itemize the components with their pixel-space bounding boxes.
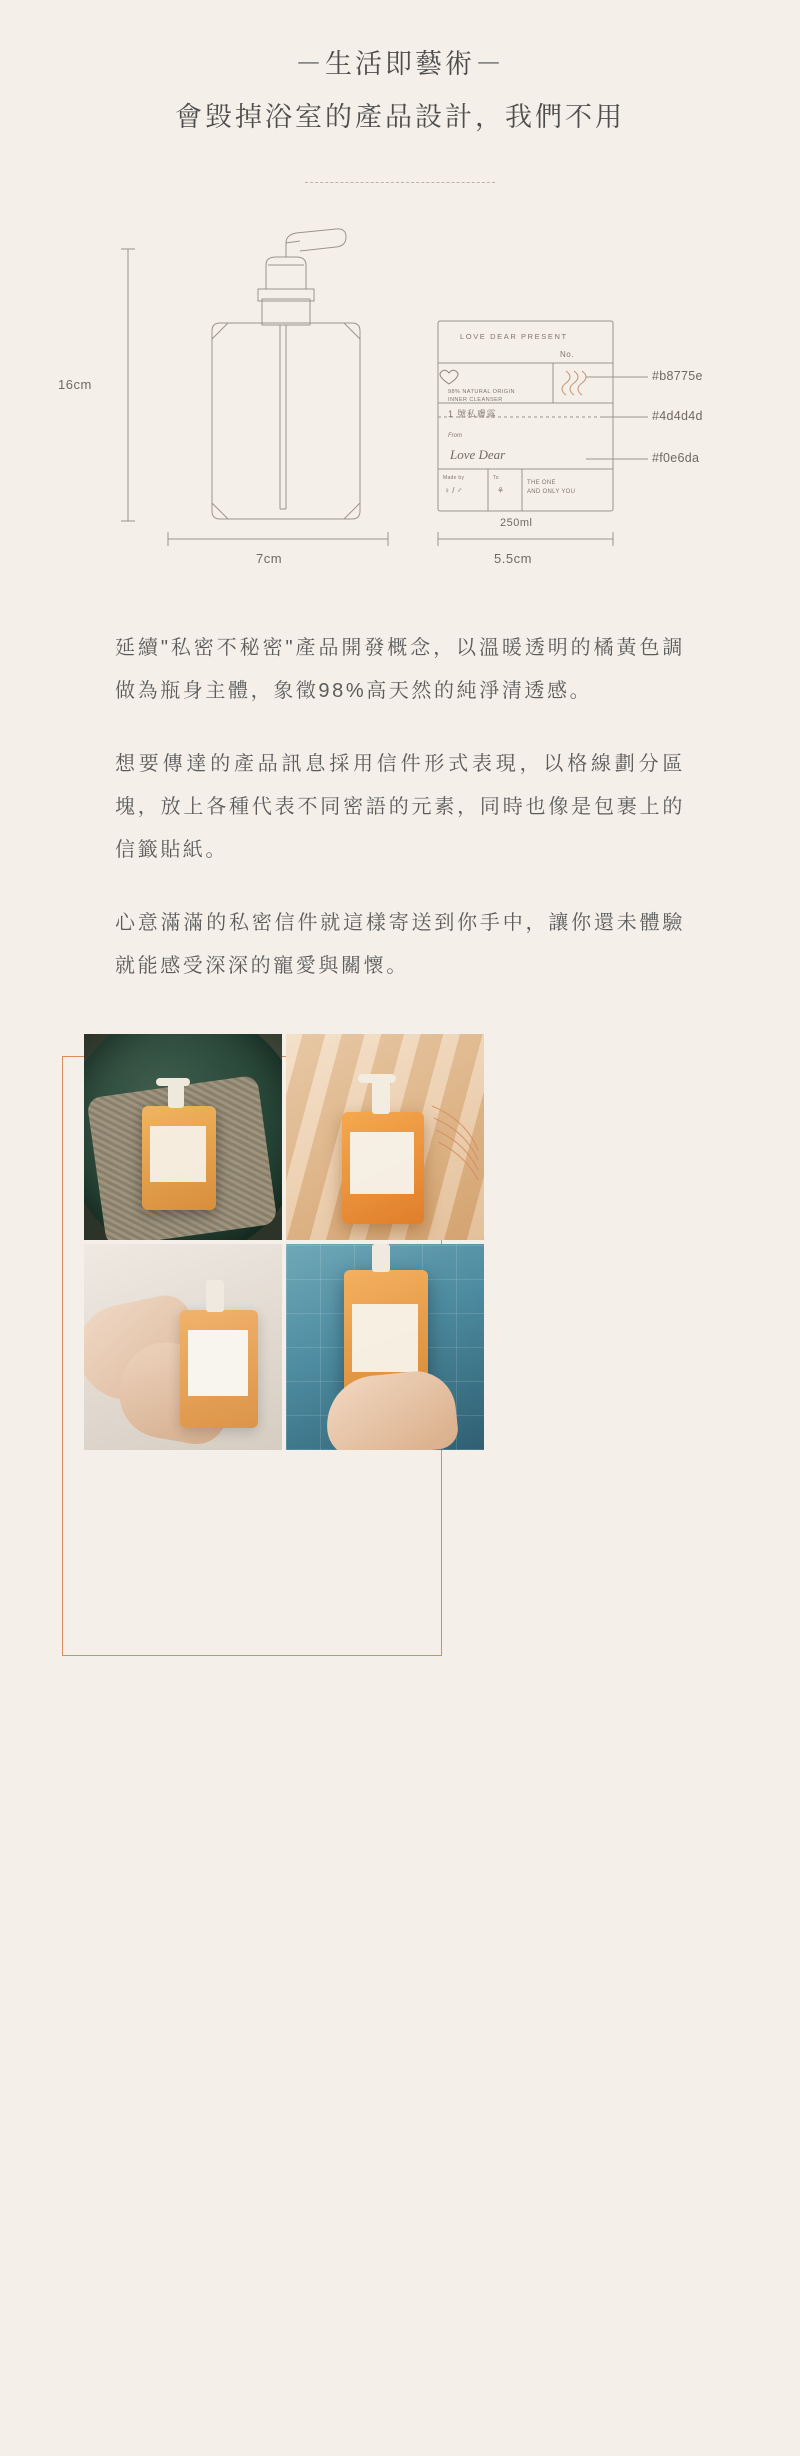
color-code-1: #b8775e [652,369,703,383]
pump-head [206,1280,224,1312]
bottle-label [188,1330,248,1396]
photo-bottle-on-towel-sunlight [286,1034,484,1240]
header-tagline: －生活即藝術－ [295,49,505,79]
divider [305,182,495,183]
decorative-curves [286,1034,484,1240]
svg-text:Love Dear: Love Dear [450,447,506,462]
bottle-width-label: 7cm [256,551,283,566]
photo-hand-holding-bottle-tiles [286,1244,484,1450]
page-title: 會毀掉浴室的產品設計，我們不用 [175,102,625,132]
svg-text:THE ONE: THE ONE [527,480,556,486]
body-copy [115,627,685,988]
svg-text:⚘: ⚘ [497,486,505,495]
svg-text:LOVE DEAR PRESENT: LOVE DEAR PRESENT [460,332,568,341]
photo-bottle-in-green-bowl [84,1034,282,1240]
label-width-label: 5.5cm [494,551,532,566]
bottle-label [150,1126,206,1182]
svg-text:AND ONLY YOU: AND ONLY YOU [527,489,576,495]
product-diagram [0,221,800,601]
color-code-3: #f0e6da [652,451,700,465]
bottle-height-label: 16cm [58,377,92,392]
photo-gallery [0,1034,800,1674]
pump-nozzle [156,1078,190,1086]
svg-text:Made by: Made by [443,475,465,481]
page-header [0,0,800,134]
svg-text:1 號私膚露: 1 號私膚露 [448,409,497,419]
paragraph-2: 想要傳達的產品訊息採用信件形式表現，以格線劃分區塊，放上各種代表不同密語的元素，同時也像是包裹上的信籤貼紙。 [115,753,685,861]
svg-text:♀ / ♂: ♀ / ♂ [444,486,463,495]
svg-text:98% NATURAL ORIGIN: 98% NATURAL ORIGIN [448,389,515,395]
color-code-2: #4d4d4d [652,409,703,423]
photo-hands-pumping-bottle [84,1244,282,1450]
photo-grid [84,1034,484,1450]
svg-text:To: To [493,475,499,481]
svg-text:From: From [448,433,462,439]
svg-text:INNER CLEANSER: INNER CLEANSER [448,397,503,403]
paragraph-1: 延續"私密不秘密"產品開發概念，以溫暖透明的橘黃色調做為瓶身主體，象徵98%高天然的純淨清透感。 [115,637,685,702]
svg-text:No.: No. [560,350,574,359]
volume-label: 250ml [500,517,533,529]
pump-head [372,1244,390,1272]
paragraph-3: 心意滿滿的私密信件就這樣寄送到你手中，讓你還未體驗就能感受深深的寵愛與關懷。 [115,912,685,977]
bottle-label [352,1304,418,1372]
